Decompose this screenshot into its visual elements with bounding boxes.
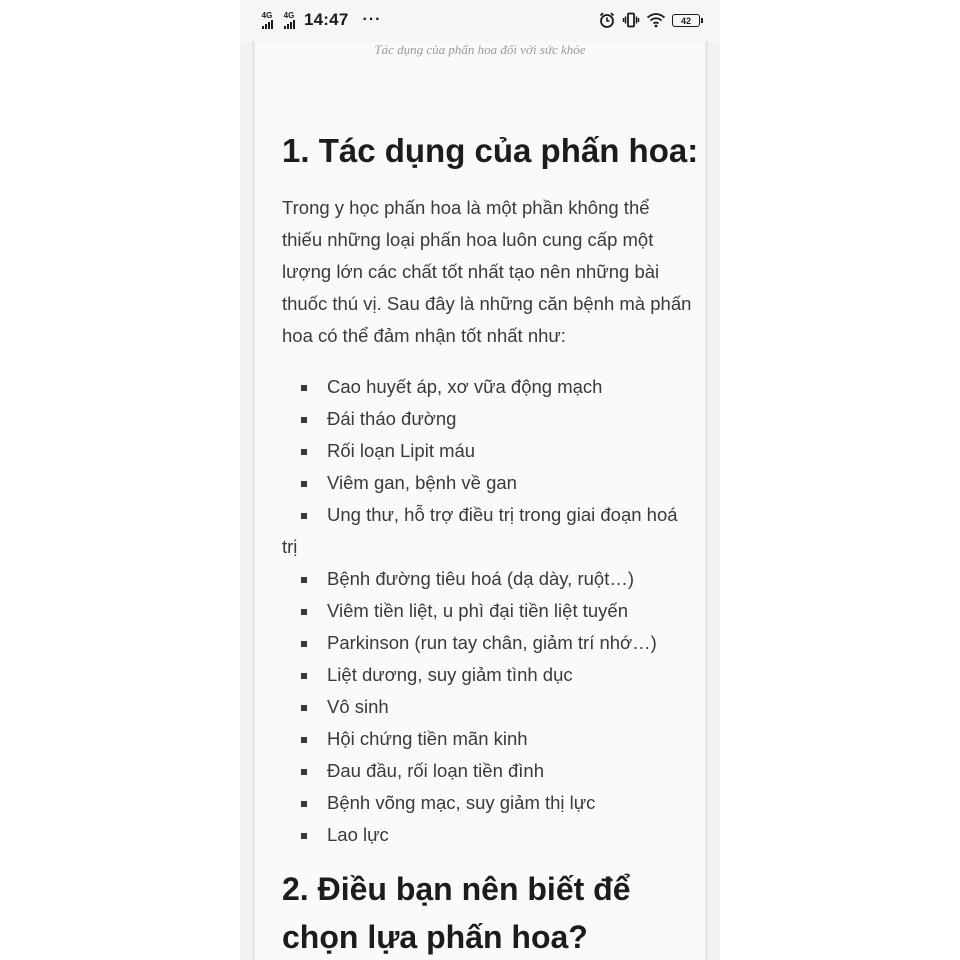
- list-item: [282, 723, 692, 755]
- section-heading-2: 2. Điều bạn nên biết để chọn lựa phấn hoa?: [282, 871, 631, 955]
- bullet-icon: [301, 481, 307, 487]
- list-item: [282, 627, 692, 659]
- bullet-icon: [301, 769, 307, 775]
- bullet-icon: [301, 737, 307, 743]
- signal-icon: [280, 12, 298, 29]
- bullet-icon: [301, 577, 307, 583]
- bullet-icon: [301, 705, 307, 711]
- list-item: [282, 499, 692, 563]
- battery-icon: 42: [672, 14, 700, 27]
- wifi-icon: [646, 12, 666, 28]
- list-item: [282, 435, 692, 467]
- status-bar: [240, 0, 720, 42]
- list-item-text: Cao huyết áp, xơ vữa động mạch: [327, 376, 603, 397]
- list-item-text: Lao lực: [327, 824, 389, 845]
- list-item-text: Viêm gan, bệnh về gan: [327, 472, 517, 493]
- status-left: [258, 10, 381, 30]
- section-heading-1: 1. Tác dụng của phấn hoa:: [282, 132, 699, 169]
- more-notifications-icon: ···: [362, 11, 382, 28]
- list-item: [282, 563, 692, 595]
- signal-bars-2: [284, 20, 295, 29]
- list-item: [282, 403, 692, 435]
- bullet-icon: [301, 641, 307, 647]
- list-item-text: Hội chứng tiền mãn kinh: [327, 728, 528, 749]
- vibrate-icon: [622, 11, 640, 29]
- bullet-icon: [301, 513, 307, 519]
- bullet-icon: [301, 417, 307, 423]
- alarm-icon: [598, 11, 616, 29]
- list-item: [282, 595, 692, 627]
- list-item-text: Liệt dương, suy giảm tình dục: [327, 664, 573, 685]
- list-item-text: Bệnh đường tiêu hoá (dạ dày, ruột…): [327, 568, 634, 589]
- list-item: [282, 467, 692, 499]
- bullet-icon: [301, 385, 307, 391]
- network-type-1: 4G: [261, 10, 273, 20]
- bullet-icon: [301, 801, 307, 807]
- list-item: [282, 371, 692, 403]
- list-item-text: Parkinson (run tay chân, giảm trí nhớ…): [327, 632, 657, 653]
- list-item-text: Đau đầu, rối loạn tiền đình: [327, 760, 545, 781]
- bullet-icon: [301, 609, 307, 615]
- list-item: [282, 691, 692, 723]
- network-type-2: 4G: [283, 10, 295, 20]
- list-item-text: Vô sinh: [327, 696, 389, 717]
- bullet-icon: [301, 449, 307, 455]
- conditions-list: [282, 371, 692, 851]
- clock: 14:47: [304, 10, 349, 29]
- list-item-text: Viêm tiền liệt, u phì đại tiền liệt tuyến: [327, 600, 628, 621]
- list-item-text: Ung thư, hỗ trợ điều trị trong giai đoạn hoá trị: [282, 504, 678, 557]
- phone-screen: [240, 0, 720, 960]
- article-page: [252, 42, 708, 960]
- bullet-icon: [301, 833, 307, 839]
- list-item: [282, 755, 692, 787]
- list-item-text: Đái tháo đường: [327, 408, 457, 429]
- list-item: [282, 659, 692, 691]
- signal-icon: [258, 12, 276, 29]
- image-caption: Tác dụng của phấn hoa đối với sức khỏe: [374, 42, 586, 57]
- signal-bars-1: [262, 20, 273, 29]
- list-item-text: Bệnh võng mạc, suy giảm thị lực: [327, 792, 596, 813]
- status-right: [598, 11, 700, 29]
- list-item: [282, 819, 692, 851]
- list-item: [282, 787, 692, 819]
- intro-paragraph: Trong y học phấn hoa là một phần không thể thiếu những loại phấn hoa luôn cung cấp một lượng lớn các chất tốt nhất tạo nên những bài thuốc thú vị. Sau đây là những căn bệnh mà phấn hoa có thể đảm nhận tốt nhất như:: [282, 197, 692, 346]
- list-item-text: Rối loạn Lipit máu: [327, 440, 476, 461]
- bullet-icon: [301, 673, 307, 679]
